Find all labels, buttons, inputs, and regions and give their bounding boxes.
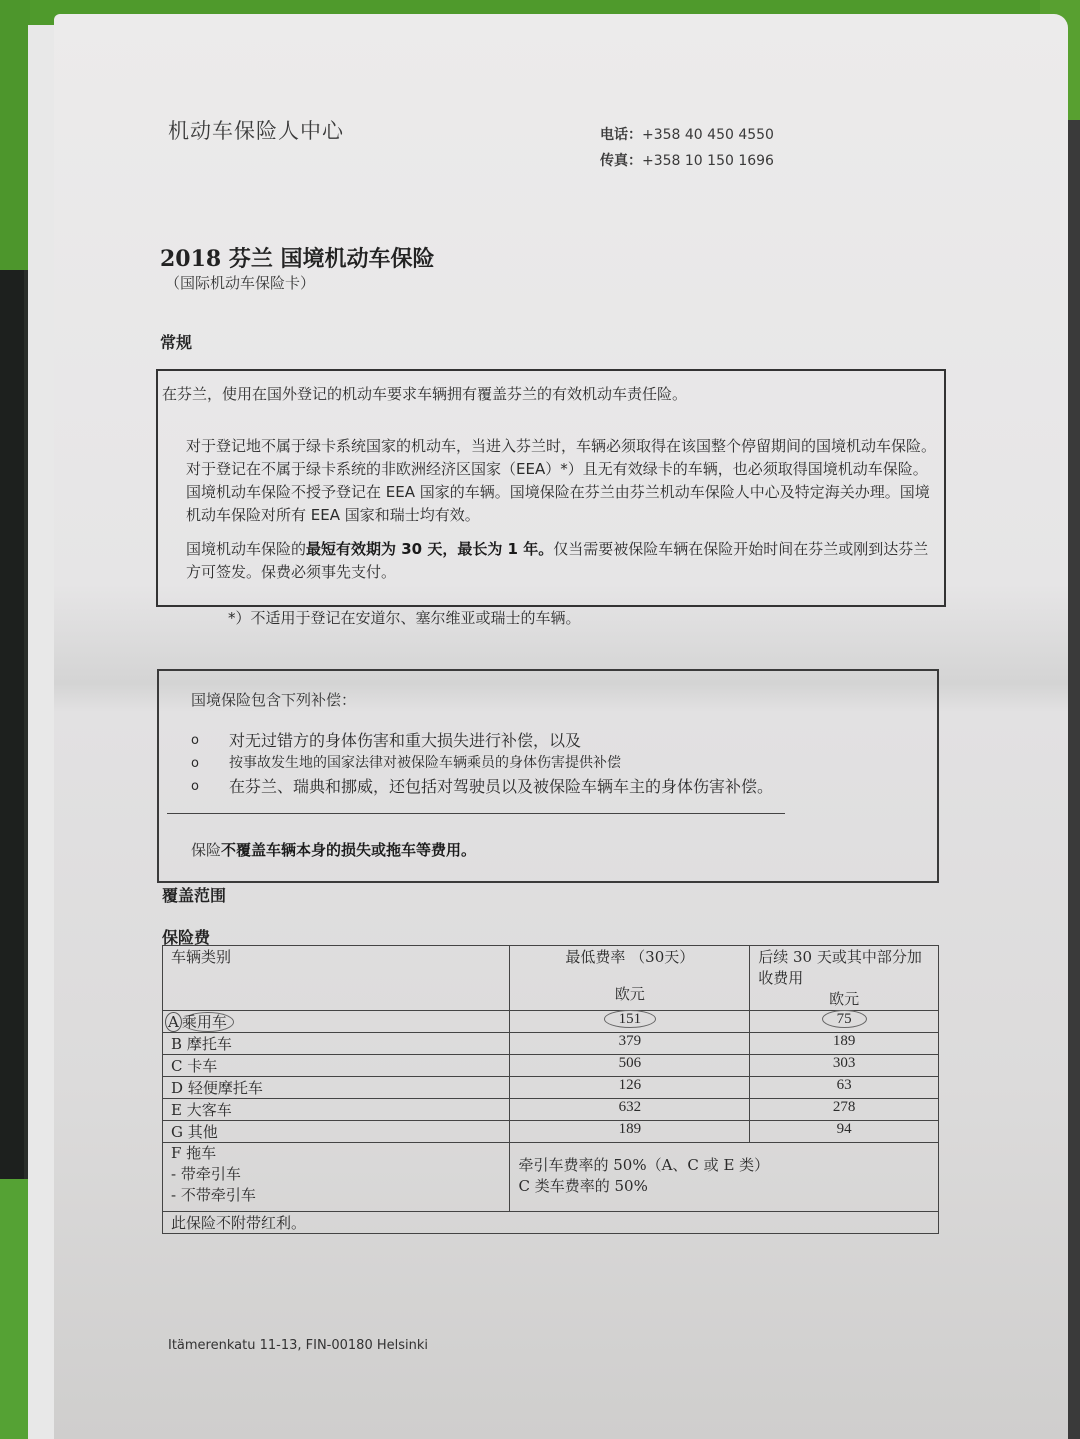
min-rate-value: 379 [510, 1033, 750, 1055]
min-rate-value: 506 [510, 1055, 750, 1077]
vehicle-code: E [171, 1101, 182, 1119]
validity-conditions: 仅当需要被保险车辆在保险开始时间在芬兰或刚到达芬兰方可签发。保费必须事先支付。 [186, 540, 929, 581]
coverage-exclusion [191, 839, 476, 860]
phone-number: +358 40 450 4550 [642, 127, 774, 143]
additional-rate-value: 189 [750, 1033, 939, 1055]
trailer-without-tractor-rate: C 类车费率的 50% [518, 1177, 648, 1195]
trailer-rates-block [518, 1143, 930, 1197]
table-header-row [163, 946, 939, 1011]
vehicle-category [163, 1055, 510, 1077]
background-green-surface [0, 0, 30, 270]
coverage-box [157, 669, 939, 883]
vehicle-category [163, 1011, 510, 1033]
exclusion-text: 不覆盖车辆本身的损失或拖车等费用。 [221, 841, 477, 859]
contact-info [600, 122, 774, 174]
background-dark-surface [0, 270, 24, 1180]
min-rate-value: 126 [510, 1077, 750, 1099]
header-additional [750, 946, 939, 1011]
fax-number: +358 10 150 1696 [642, 153, 774, 169]
vehicle-code: D [171, 1079, 184, 1097]
fax-label: 传真： [600, 153, 642, 169]
vehicle-name: 大客车 [186, 1101, 232, 1119]
vehicle-code: C [171, 1057, 183, 1075]
header-category: 车辆类别 [163, 946, 510, 1011]
coverage-item-text: 按事故发生地的国家法律对被保险车辆乘员的身体伤害提供补偿 [229, 755, 621, 771]
additional-rate-cell [750, 1011, 939, 1033]
general-paragraph-2: 对于登记地不属于绿卡系统国家的机动车，当进入芬兰时，车辆必须取得在该国整个停留期间的国境机动车保险。对于登记在不属于绿卡系统的非欧洲经济区国家（EEA）*）且无有效绿卡的车辆，也必须取得国境机动车保险。国境机动车保险不授予登记在 EEA 国家的车辆。国境保险在芬兰由芬兰机动车保险人中心及特定海关办理。国境机动车保险对所有 EEA 国家和瑞士均有效。 [186, 437, 937, 524]
trailer-with-tractor-rate: 牵引车费率的 50%（A、C 或 E 类） [518, 1156, 770, 1174]
validity-prefix: 国境机动车保险的 [186, 540, 307, 558]
trailer-without-tractor: - 不带牵引车 [171, 1186, 256, 1204]
coverage-item-text: 对无过错方的身体伤害和重大损失进行补偿，以及 [229, 731, 582, 750]
vehicle-code: B [171, 1035, 183, 1053]
vehicle-name: 摩托车 [186, 1035, 232, 1053]
header-unit: 欧元 [614, 985, 645, 1003]
table-row [163, 1121, 939, 1143]
premium-table [162, 945, 939, 1234]
header-additional-label: 后续 30 天或其中部分加收费用 [758, 948, 922, 987]
min-rate-value: 151 [604, 1010, 657, 1028]
bullet-circle-icon: o [191, 756, 199, 771]
background-green-surface [0, 1179, 28, 1439]
document-subtitle: （国际机动车保险卡） [165, 274, 316, 292]
vehicle-name: 其他 [187, 1123, 218, 1141]
vehicle-category [163, 1077, 510, 1099]
additional-rate-value: 75 [822, 1010, 867, 1028]
validity-period: 最短有效期为 30 天，最长为 1 年。 [306, 540, 554, 558]
general-paragraph-1: 在芬兰，使用在国外登记的机动车要求车辆拥有覆盖芬兰的有效机动车责任险。 [162, 385, 688, 403]
additional-rate-value: 94 [750, 1121, 939, 1143]
table-row-trailer [163, 1143, 939, 1212]
coverage-list [191, 729, 931, 798]
additional-rate-value: 278 [750, 1099, 939, 1121]
trailer-category [163, 1143, 510, 1212]
table-note-row [163, 1212, 939, 1234]
table-note: 此保险不附带红利。 [163, 1212, 939, 1234]
trailer-label: F 拖车 [171, 1144, 217, 1162]
vehicle-name: 轻便摩托车 [187, 1079, 263, 1097]
min-rate-value: 189 [510, 1121, 750, 1143]
vehicle-code: G [171, 1123, 183, 1141]
header-min-rate [510, 946, 750, 1011]
vehicle-name: 卡车 [187, 1057, 218, 1075]
phone-line [600, 122, 774, 148]
header-unit: 欧元 [829, 990, 860, 1008]
vehicle-category [163, 1121, 510, 1143]
section-heading-premium: 保险费 [162, 928, 211, 947]
trailer-rates [510, 1143, 939, 1212]
table-row [163, 1099, 939, 1121]
fax-line [600, 148, 774, 174]
vehicle-category [163, 1033, 510, 1055]
table-row [163, 1055, 939, 1077]
table-row [163, 1011, 939, 1033]
additional-rate-value: 303 [750, 1055, 939, 1077]
divider-line [167, 813, 785, 814]
section-heading-coverage: 覆盖范围 [162, 886, 227, 905]
general-info-box [156, 369, 946, 607]
coverage-list-item [191, 752, 931, 775]
footer-address: Itämerenkatu 11-13, FIN-00180 Helsinki [168, 1338, 428, 1353]
section-heading-general: 常规 [160, 333, 193, 352]
trailer-with-tractor: - 带牵引车 [171, 1165, 241, 1183]
phone-label: 电话： [600, 127, 642, 143]
vehicle-code: A [165, 1012, 182, 1032]
header-min-rate-label: 最低费率 （30天） [565, 948, 695, 966]
vehicle-category [163, 1099, 510, 1121]
coverage-list-item [191, 729, 931, 752]
bullet-circle-icon: o [191, 779, 199, 794]
bullet-circle-icon: o [191, 733, 199, 748]
table-row [163, 1077, 939, 1099]
coverage-list-item [191, 775, 931, 798]
exclusion-prefix: 保险 [191, 841, 222, 859]
footnote: *）不适用于登记在安道尔、塞尔维亚或瑞士的车辆。 [228, 609, 581, 627]
coverage-intro: 国境保险包含下列补偿： [191, 691, 357, 709]
min-rate-cell [510, 1011, 750, 1033]
general-paragraph-3 [186, 538, 938, 584]
coverage-item-text: 在芬兰、瑞典和挪威，还包括对驾驶员以及被保险车辆车主的身体伤害补偿。 [229, 777, 774, 796]
document-title: 2018 芬兰 国境机动车保险 [160, 246, 435, 272]
table-row [163, 1033, 939, 1055]
additional-rate-value: 63 [750, 1077, 939, 1099]
vehicle-name: 乘用车 [182, 1012, 234, 1032]
min-rate-value: 632 [510, 1099, 750, 1121]
organization-name: 机动车保险人中心 [168, 119, 344, 143]
